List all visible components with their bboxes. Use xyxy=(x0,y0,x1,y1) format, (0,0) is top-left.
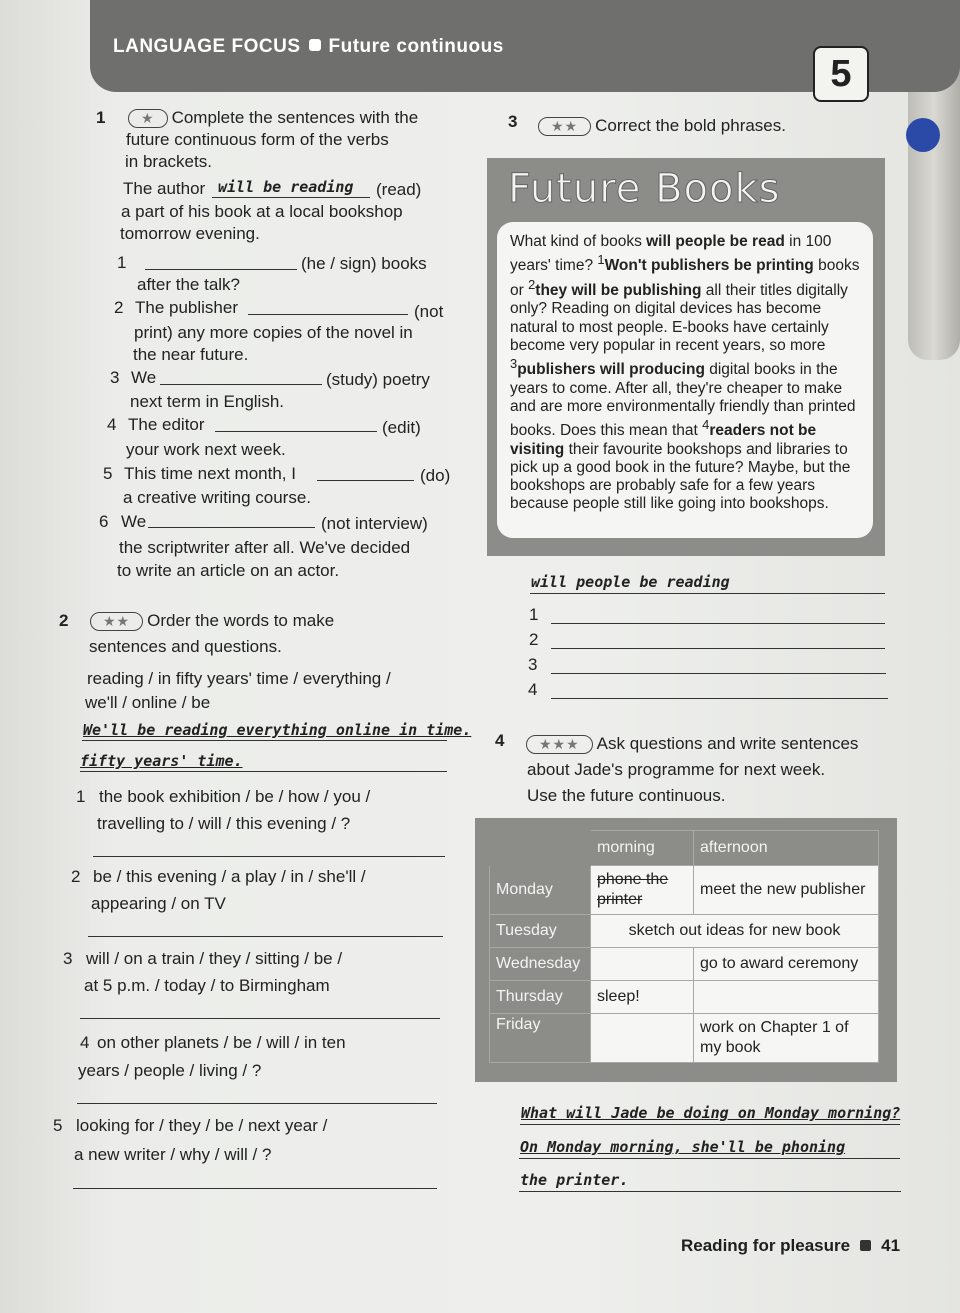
ex2-item-number: 1 xyxy=(76,787,86,806)
day-label: Tuesday xyxy=(490,915,591,948)
star-rating-icon: ★ xyxy=(128,109,168,128)
ex1-item-number: 2 xyxy=(114,298,124,317)
ex2-instruction xyxy=(86,611,334,631)
ex3-instruction xyxy=(534,116,786,136)
answer-blank[interactable] xyxy=(73,1188,437,1189)
schedule-cell xyxy=(591,948,694,981)
ex2-item-line1: will / on a train / they / sitting / be / xyxy=(86,949,343,968)
ex2-item-line1: on other planets / be / will / in ten xyxy=(97,1033,346,1052)
ex1-item-number: 4 xyxy=(107,415,117,434)
ex1-example-pre: The author xyxy=(123,179,206,198)
star-rating-icon: ★★★ xyxy=(526,735,593,754)
column-header-afternoon: afternoon xyxy=(694,831,879,866)
ex3-number: 3 xyxy=(508,112,518,131)
ex3-answer-example: will people be reading xyxy=(531,573,730,591)
ex3-blank-number: 1 xyxy=(529,605,539,624)
answer-blank[interactable] xyxy=(80,1018,440,1019)
answer-line xyxy=(519,1158,900,1159)
ex1-instruction-line2: future continuous form of the verbs xyxy=(126,130,389,149)
ex1-item-pre: We xyxy=(121,512,147,531)
footer-label: Reading for pleasure xyxy=(681,1236,851,1255)
schedule-cell xyxy=(591,1014,694,1063)
ex1-item-verb: (not xyxy=(414,302,444,321)
ex1-instruction-line3: in brackets. xyxy=(125,152,212,171)
ex1-item-cont: after the talk? xyxy=(137,275,241,294)
ex4-answer-line2: the printer. xyxy=(520,1171,629,1189)
pen-cap xyxy=(906,118,940,152)
ex2-item-line1: be / this evening / a play / in / she'll / xyxy=(93,867,366,886)
answer-line xyxy=(520,1124,900,1125)
ex2-example-line2: we'll / online / be xyxy=(85,693,211,712)
schedule-cell: sleep! xyxy=(591,981,694,1014)
day-label: Friday xyxy=(490,1014,591,1063)
ex1-example-verb: (read) xyxy=(376,180,422,199)
ex1-item-pre: We xyxy=(131,368,157,387)
answer-blank[interactable] xyxy=(248,314,408,315)
unit-badge: 5 xyxy=(813,46,869,102)
ex1-item-pre: This time next month, I xyxy=(124,464,296,483)
ex2-item-line2: appearing / on TV xyxy=(91,894,226,913)
answer-blank[interactable] xyxy=(160,384,322,385)
ex1-item-verb: (do) xyxy=(420,466,451,485)
ex4-instruction-line3: Use the future continuous. xyxy=(527,786,726,805)
answer-blank[interactable] xyxy=(551,623,885,624)
ex1-item-cont: a creative writing course. xyxy=(123,488,312,507)
ex2-instruction-line1: Order the words to make xyxy=(147,611,335,630)
ex2-item-line2: years / people / living / ? xyxy=(78,1061,262,1080)
topic-label: Future continuous xyxy=(328,36,504,57)
ex1-number: 1 xyxy=(96,108,106,127)
answer-blank[interactable] xyxy=(215,431,377,432)
answer-blank[interactable] xyxy=(551,698,888,699)
ex2-number: 2 xyxy=(59,611,69,630)
ex2-example-line1: reading / in fifty years' time / everything / xyxy=(87,669,391,688)
answer-blank[interactable] xyxy=(77,1103,437,1104)
ex4-answer-line1: On Monday morning, she'll be phoning xyxy=(520,1138,846,1156)
schedule-cell: sketch out ideas for new book xyxy=(591,915,879,948)
ex2-item-number: 2 xyxy=(71,867,81,886)
schedule-cell: go to award ceremony xyxy=(694,948,879,981)
page-footer xyxy=(681,1236,900,1256)
table-row xyxy=(490,948,879,981)
ex1-example-line3: tomorrow evening. xyxy=(120,224,260,243)
ex4-instruction-line1: Ask questions and write sentences xyxy=(596,734,859,753)
star-rating-icon: ★★ xyxy=(90,612,143,631)
star-rating-icon: ★★ xyxy=(538,117,591,136)
day-label: Monday xyxy=(490,866,591,915)
ex1-item-pre: The editor xyxy=(128,415,205,434)
table-corner xyxy=(490,831,591,866)
ex1-item-verb: (edit) xyxy=(382,418,421,437)
ex1-item-cont: the scriptwriter after all. We've decided xyxy=(119,538,411,557)
answer-blank[interactable] xyxy=(317,480,414,481)
ex4-instruction xyxy=(522,734,858,754)
ex2-answer-line1: We'll be reading everything online in time. xyxy=(83,721,472,739)
page-number: 41 xyxy=(881,1236,901,1255)
ex2-item-line2: travelling to / will / this evening / ? xyxy=(97,814,351,833)
ex4-number: 4 xyxy=(495,731,505,750)
schedule-cell: phone the printer xyxy=(591,866,694,915)
square-bullet-icon xyxy=(309,39,321,51)
ex1-instruction-line1: Complete the sentences with the xyxy=(171,108,419,127)
section-label: LANGUAGE FOCUS xyxy=(113,36,301,57)
ex1-example-line2: a part of his book at a local bookshop xyxy=(121,202,403,221)
ex2-item-number: 3 xyxy=(63,949,73,968)
ex1-item-verb: (not interview) xyxy=(321,514,428,533)
schedule-cell: work on Chapter 1 of my book xyxy=(694,1014,879,1063)
ex1-item-number: 5 xyxy=(103,464,113,483)
answer-blank[interactable] xyxy=(88,936,443,937)
table-header-row xyxy=(490,831,879,866)
ex2-item-line1: the book exhibition / be / how / you / xyxy=(99,787,371,806)
ex1-item-verb: (he / sign) books xyxy=(301,254,427,273)
ex2-item-number: 5 xyxy=(53,1116,63,1135)
ex1-item-cont2: to write an article on an actor. xyxy=(117,561,340,580)
ex1-item-cont2: the near future. xyxy=(133,345,249,364)
table-row xyxy=(490,1014,879,1063)
ex3-blank-number: 4 xyxy=(528,680,538,699)
schedule-table xyxy=(489,830,879,1063)
ex4-answer-question: What will Jade be doing on Monday morning? xyxy=(521,1104,901,1122)
ex3-instruction-text: Correct the bold phrases. xyxy=(595,116,786,135)
day-label: Thursday xyxy=(490,981,591,1014)
ex2-item-line2: a new writer / why / will / ? xyxy=(74,1145,272,1164)
future-books-title: Future Books xyxy=(508,166,781,212)
ex4-instruction-line2: about Jade's programme for next week. xyxy=(527,760,826,779)
ex2-item-line2: at 5 p.m. / today / to Birmingham xyxy=(84,976,330,995)
table-row xyxy=(490,915,879,948)
ex1-item-number: 6 xyxy=(99,512,109,531)
ex1-example-answer: will be reading xyxy=(218,178,354,196)
ex1-item-verb: (study) poetry xyxy=(326,370,430,389)
column-header-morning: morning xyxy=(591,831,694,866)
future-books-text: What kind of books will people be read in 100 years' time? $^1$Won't publishers be printing books or $^2$they will be publishing all their titles digitally only? Reading on digital devices has become natural to most people. E-books have certainly become very popular in recent years, so more $^3$publishers will producing digital books in the years to come. After all, they're cheaper to make and are more environmentally friendly than printed books. Does this mean that $^4$readers not be visiting their favourite bookshops and libraries to pick up a good book in the future? Maybe, but the bookshops are probably safe for a few years because people still like going into bookshops. xyxy=(510,233,860,513)
ex1-item-number: 3 xyxy=(110,368,120,387)
schedule-cell: meet the new publisher xyxy=(694,866,879,915)
schedule-cell xyxy=(694,981,879,1014)
ex1-item-cont: your work next week. xyxy=(126,440,286,459)
ex1-instruction xyxy=(124,108,418,128)
ex1-item-cont: print) any more copies of the novel in xyxy=(134,323,413,342)
square-bullet-icon xyxy=(860,1240,871,1251)
ex1-item-number: 1 xyxy=(117,253,127,272)
answer-line xyxy=(530,593,885,594)
answer-blank[interactable] xyxy=(551,648,885,649)
answer-line xyxy=(519,1191,901,1192)
answer-line xyxy=(80,771,447,772)
table-row xyxy=(490,981,879,1014)
answer-blank[interactable] xyxy=(551,673,886,674)
answer-line xyxy=(82,740,447,741)
ex1-item-pre: The publisher xyxy=(135,298,239,317)
table-row xyxy=(490,866,879,915)
answer-line xyxy=(212,197,370,198)
page-title xyxy=(113,36,504,58)
ex3-blank-number: 3 xyxy=(528,655,538,674)
ex1-item-cont: next term in English. xyxy=(130,392,285,411)
ex2-instruction-line2: sentences and questions. xyxy=(89,637,282,656)
answer-blank[interactable] xyxy=(148,527,315,528)
answer-blank[interactable] xyxy=(145,269,297,270)
ex2-answer-line2: fifty years' time. xyxy=(80,752,243,770)
ex2-item-number: 4 xyxy=(80,1033,90,1052)
answer-blank[interactable] xyxy=(93,856,445,857)
day-label: Wednesday xyxy=(490,948,591,981)
ex2-item-line1: looking for / they / be / next year / xyxy=(76,1116,328,1135)
ex3-blank-number: 2 xyxy=(529,630,539,649)
